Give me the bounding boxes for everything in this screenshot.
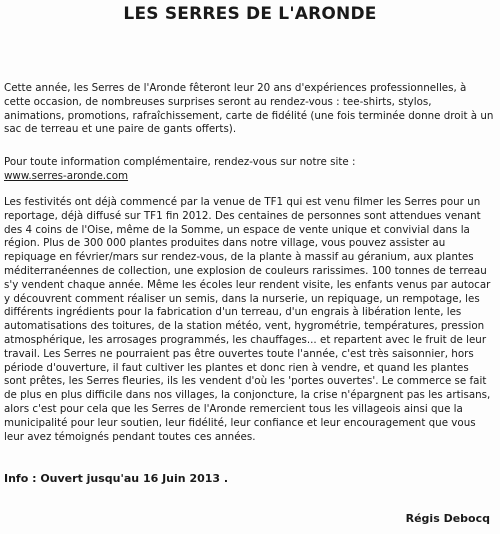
contact-paragraph: Pour toute information complémentaire, rendez-vous sur notre site :	[4, 156, 356, 168]
website-link[interactable]: www.serres-aronde.com	[4, 170, 129, 182]
author-signature: Régis Debocq	[405, 512, 490, 525]
intro-paragraph: Cette année, les Serres de l'Aronde fêteront leur 20 ans d'expériences professionnelles, à cette occasion, de nombreuses surprises seront au rendez-vous : tee-shirts, stylos, animations, promotions, rafraîchissement, carte de fidélité (une fois terminée donne droit à un sac de terreau et une paire de gants offerts).	[4, 82, 494, 136]
body-paragraph: Les festivités ont déjà commencé par la venue de TF1 qui est venu filmer les Serres pour un reportage, déjà diffusé sur TF1 fin 2012. Des centaines de personnes sont attendues venant des 4 coins de l'Oise, même de la Somme, un espace de vente unique et convivial dans la région. Plus de 300 000 plantes produites dans notre village, vous pouvez assister au repiquage en février/mars sur rendez-vous, de la plante à massif au géranium, aux plantes méditerranéennes de collection, une explosion de couleurs rarissimes. 100 tonnes de terreau s'y vendent chaque année. Même les écoles leur rendent visite, les enfants venus par autocar y découvrent comment réaliser un semis, dans la nurserie, un repiquage, un rempotage, les différents ingrédients pour la fabrication d'un terreau, d'un engrais à libération lente, les automatisations des toitures, de la station météo, vent, hygrométrie, températures, pression atmosphérique, les arrosages programmés, les chauffages... et repartent avec le fruit de leur travail. Les Serres ne pourraient pas être ouvertes toute l'année, c'est très saisonnier, hors période d'ouverture, il faut cultiver les plantes et donc rien à vendre, et quand les plantes sont prêtes, les Serres fleuries, ils les vendent d'où les 'portes ouvertes'. Le commerce se fait de plus en plus difficile dans nos villages, la conjoncture, la crise n'épargnent pas les artisans, alors c'est pour cela que les Serres de l'Aronde remercient tous les villageois ainsi que la municipalité pour leur soutien, leur fidélité, leur confiance et leur encouragement que vous leur avez témoignés pendant toutes ces années.	[4, 196, 491, 443]
article-title: LES SERRES DE L'ARONDE	[123, 4, 377, 24]
opening-info: Info : Ouvert jusqu'au 16 Juin 2013 .	[4, 472, 229, 485]
